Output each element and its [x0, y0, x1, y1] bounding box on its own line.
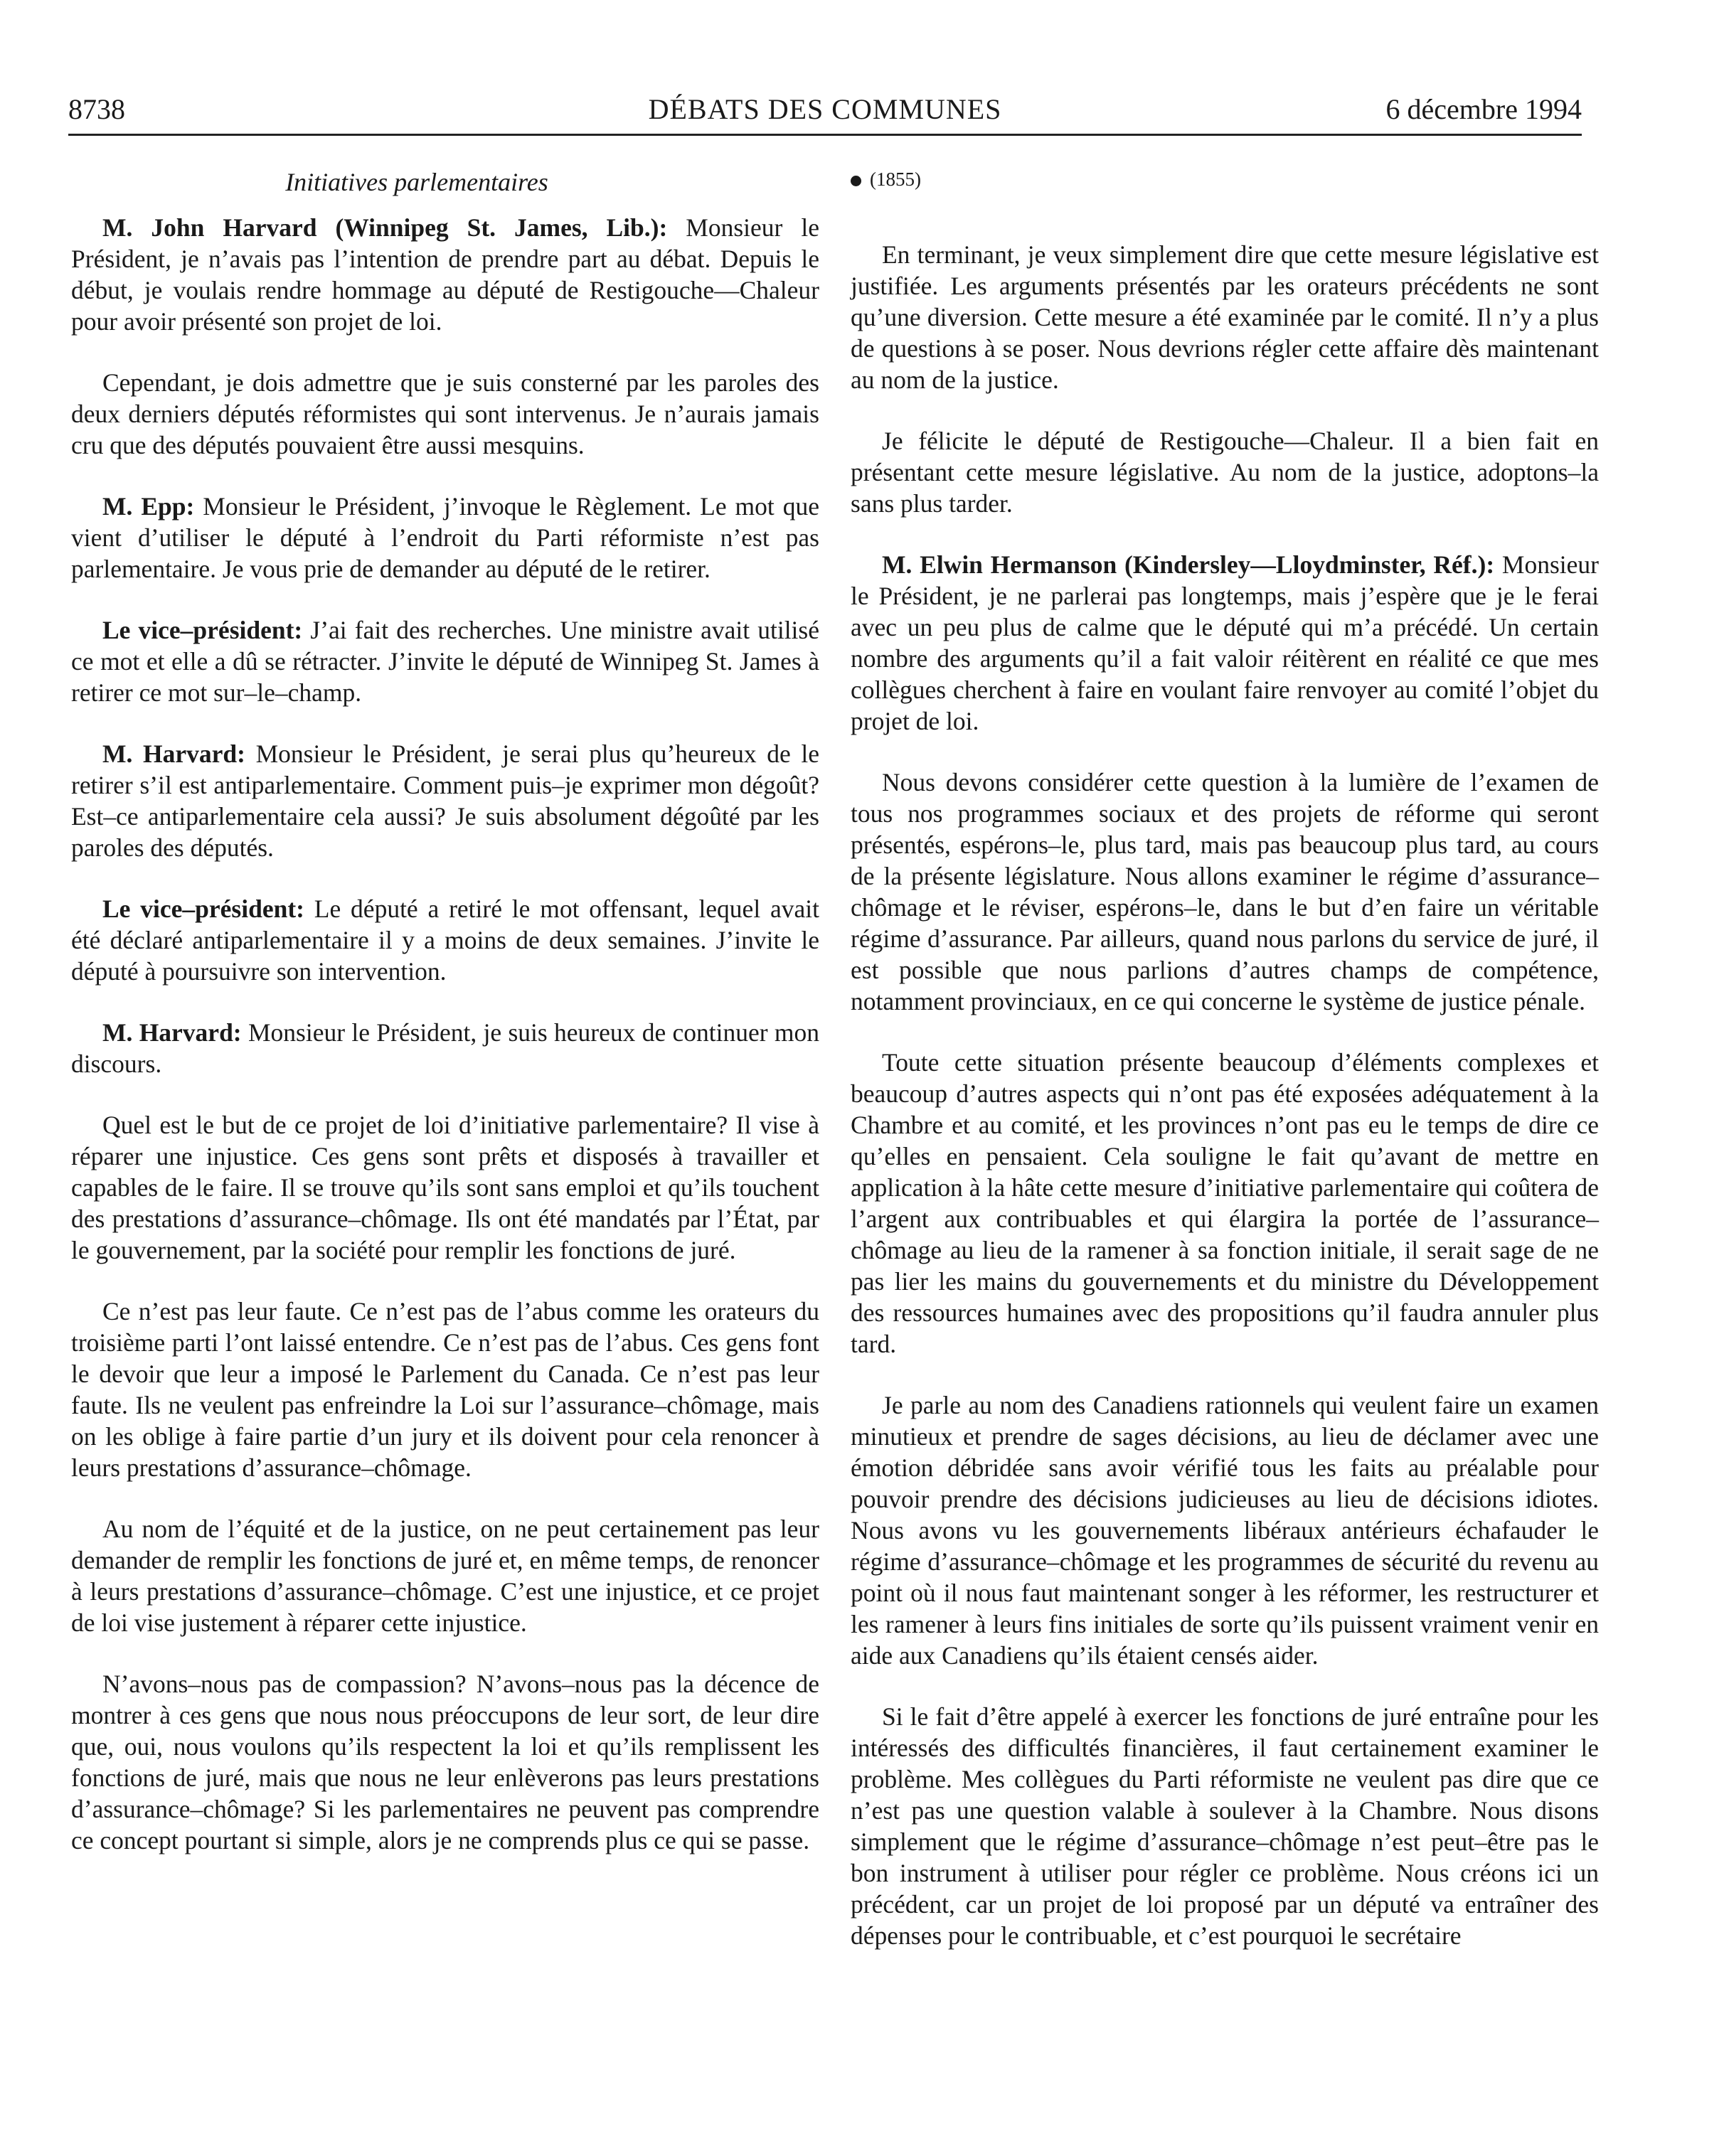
speaker-name: M. John Harvard (Winnipeg St. James, Lib.): — [102, 213, 668, 242]
paragraph-text: N’avons–nous pas de compassion? N’avons–nous pas la décence de montrer à ces gens que nous nous préoccupons de leur sort, de leur dire que, oui, nous voulons qu’ils respectent la loi et qu’ils remplissent les fonctions de juré, mais que nous ne leur enlèverons pas leurs prestations d’assurance–chômage? Si les parlementaires ne peuvent pas comprendre ce concept pourtant si simple, alors je ne comprends plus ce qui se passe. — [71, 1670, 819, 1855]
paragraph-text: Monsieur le Président, j’invoque le Règlement. Le mot que vient d’utiliser le député à l’endroit du Parti réformiste n’est pas parlementaire. Je vous prie de demander au député de le retirer. — [71, 492, 819, 583]
speaker-name: Le vice–président: — [102, 616, 303, 644]
paragraph-text: Au nom de l’équité et de la justice, on ne peut certainement pas leur demander de remplir les fonctions de juré et, en même temps, de renoncer à leurs prestations d’assurance–chômage. C’est une injustice, et ce projet de loi vise justement à réparer cette injustice. — [71, 1515, 819, 1637]
paragraph — [851, 239, 1599, 395]
paragraph-text: En terminant, je veux simplement dire que cette mesure législative est justifiée. Les arguments présentés par les orateurs précédents ne sont qu’une diversion. Cette mesure a été examinée par le comité. Il n’y a plus de questions à se poser. Nous devrions régler cette affaire dès maintenant au nom de la justice. — [851, 240, 1599, 394]
paragraph — [71, 1109, 819, 1266]
paragraph-text: Je félicite le député de Restigouche—Chaleur. Il a bien fait en présentant cette mesure législative. Au nom de la justice, adoptons–la sans plus tarder. — [851, 427, 1599, 518]
paragraph — [851, 425, 1599, 519]
speaker-name: M. Harvard: — [102, 740, 245, 768]
right-column — [851, 165, 1599, 1981]
paragraph — [851, 1389, 1599, 1671]
bullet-icon — [851, 176, 861, 186]
paragraph — [71, 738, 819, 863]
section-heading: Initiatives parlementaires — [285, 168, 548, 196]
paragraph — [851, 1047, 1599, 1360]
speaker-name: M. Elwin Hermanson (Kindersley—Lloydminster, Réf.): — [882, 550, 1495, 579]
paragraph — [71, 1513, 819, 1638]
paragraph-text: Le député a retiré le mot offensant, lequel avait été déclaré antiparlementaire il y a moins de deux semaines. J’invite le député à poursuivre son intervention. — [71, 895, 819, 986]
paragraph — [71, 1296, 819, 1483]
paragraph — [71, 614, 819, 708]
paragraph-text: Ce n’est pas leur faute. Ce n’est pas de l’abus comme les orateurs du troisième parti l’ont laissé entendre. Ce n’est pas de l’abus. Ces gens font le devoir que leur a imposé le Parlement du Canada. Ce n’est pas leur faute. Ils ne veulent pas enfreindre la Loi sur l’assurance–chômage, mais on les oblige à faire partie d’un jury et ils doivent pour cela renoncer à leurs prestations d’assurance–chômage. — [71, 1297, 819, 1482]
paragraph — [71, 1017, 819, 1079]
publication-title: DÉBATS DES COMMUNES — [648, 93, 1002, 125]
paragraph-text: Monsieur le Président, je serai plus qu’heureux de le retirer s’il est antiparlementaire. Comment puis–je exprimer mon dégoût? Est–ce antiparlementaire cela aussi? Je suis absolument dégoûté par les paroles des députés. — [71, 740, 820, 862]
paragraph — [71, 367, 819, 461]
paragraph — [851, 549, 1599, 737]
issue-date: 6 décembre 1994 — [1385, 93, 1582, 125]
paragraph-text: Quel est le but de ce projet de loi d’initiative parlementaire? Il vise à réparer une injustice. Ces gens sont prêts et disposés à travailler et capables de le faire. Il se trouve qu’ils sont sans emploi et qu’ils touchent des prestations d’assurance–chômage. Ils ont été mandatés par l’État, par le gouvernement, par la société pour remplir les fonctions de juré. — [71, 1111, 819, 1264]
time-marker — [851, 165, 1599, 193]
paragraph — [71, 212, 819, 337]
paragraph — [71, 893, 819, 987]
paragraph-text: Nous devons considérer cette question à la lumière de l’examen de tous nos programmes sociaux et des projets de réforme qui seront présentés, espérons–le, plus tard, mais pas beaucoup plus tard, au cours de la présente législature. Nous allons examiner le régime d’assurance–chômage et le réviser, espérons–le, dans le but d’en faire un véritable régime d’assurance. Par ailleurs, quand nous parlons du service de juré, il est possible que nous parlions d’autres champs de compétence, notamment provinciaux, en ce qui concerne le système de justice pénale. — [851, 768, 1599, 1015]
paragraph-text: Monsieur le Président, je n’avais pas l’intention de prendre part au débat. Depuis le début, je voulais rendre hommage au député de Restigouche—Chaleur pour avoir présenté son projet de loi. — [71, 213, 819, 336]
paragraph-text: Monsieur le Président, je ne parlerai pas longtemps, mais j’espère que je le ferai avec un peu plus de calme que le député qui m’a précédé. Un certain nombre des arguments qu’il a fait valoir réitèrent en réalité ce que mes collègues cherchent à faire en voulant faire renvoyer au comité l’objet du projet de loi. — [851, 550, 1599, 735]
paragraph — [851, 1701, 1599, 1951]
page-number: 8738 — [68, 93, 125, 125]
paragraph — [71, 491, 819, 585]
paragraph-text: Toute cette situation présente beaucoup d’éléments complexes et beaucoup d’autres aspects qui n’ont pas été exposées adéquatement à la Chambre et au comité, et les provinces n’ont pas eu le temps de dire ce qu’elles en pensaient. Cela souligne le fait qu’avant de mettre en application à la hâte cette mesure d’initiative parlementaire qui coûtera de l’argent aux contribuables et qui élargira la portée de l’assurance–chômage au lieu de la ramener à sa fonction initiale, il serait sage de ne pas lier les mains du gouvernements et du ministre du Développement des ressources humaines avec des propositions qu’il faudra annuler plus tard. — [851, 1048, 1599, 1358]
paragraph-text: Je parle au nom des Canadiens rationnels qui veulent faire un examen minutieux et prendre de sages décisions, au lieu de déclamer avec une émotion débridée sans avoir vérifié tous les faits au préalable pour pouvoir prendre des décisions judicieuses au lieu de décisions idiotes. Nous avons vu les gouvernements libéraux antérieurs échafauder le régime d’assurance–chômage et les programmes de sécurité du revenu au point où il nous faut maintenant songer à les réformer, les restructurer et les ramener à leurs fins initiales de sorte qu’ils puissent vraiment venir en aide aux Canadiens qu’ils étaient censés aider. — [851, 1391, 1599, 1670]
left-column — [71, 165, 819, 1886]
paragraph — [71, 1668, 819, 1856]
time-marker-text: (1855) — [870, 169, 921, 190]
speaker-name: M. Epp: — [102, 492, 195, 521]
paragraph-text: J’ai fait des recherches. Une ministre avait utilisé ce mot et elle a dû se rétracter. J’invite le député de Winnipeg St. James à retirer ce mot sur–le–champ. — [71, 616, 819, 707]
paragraph-text: Si le fait d’être appelé à exercer les fonctions de juré entraîne pour les intéressés des difficultés financières, il faut certainement examiner le problème. Mes collègues du Parti réformiste ne veulent pas dire que ce n’est pas une question valable à soulever à la Chambre. Nous disons simplement que le régime d’assurance–chômage n’est peut–être pas le bon instrument à utiliser pour régler ce problème. Nous créons ici un précédent, car un projet de loi proposé par un député va entraîner des dépenses pour le contribuable, et c’est pourquoi le secrétaire — [851, 1702, 1599, 1950]
paragraph — [851, 767, 1599, 1017]
speaker-name: Le vice–président: — [102, 895, 304, 923]
paragraph-text: Cependant, je dois admettre que je suis consterné par les paroles des deux derniers députés réformistes qui sont intervenus. Je n’aurais jamais cru que des députés pouvaient être aussi mesquins. — [71, 368, 819, 459]
paragraph-text: Monsieur le Président, je suis heureux de continuer mon discours. — [71, 1018, 819, 1078]
speaker-name: M. Harvard: — [102, 1018, 242, 1047]
page-header — [68, 88, 1582, 136]
